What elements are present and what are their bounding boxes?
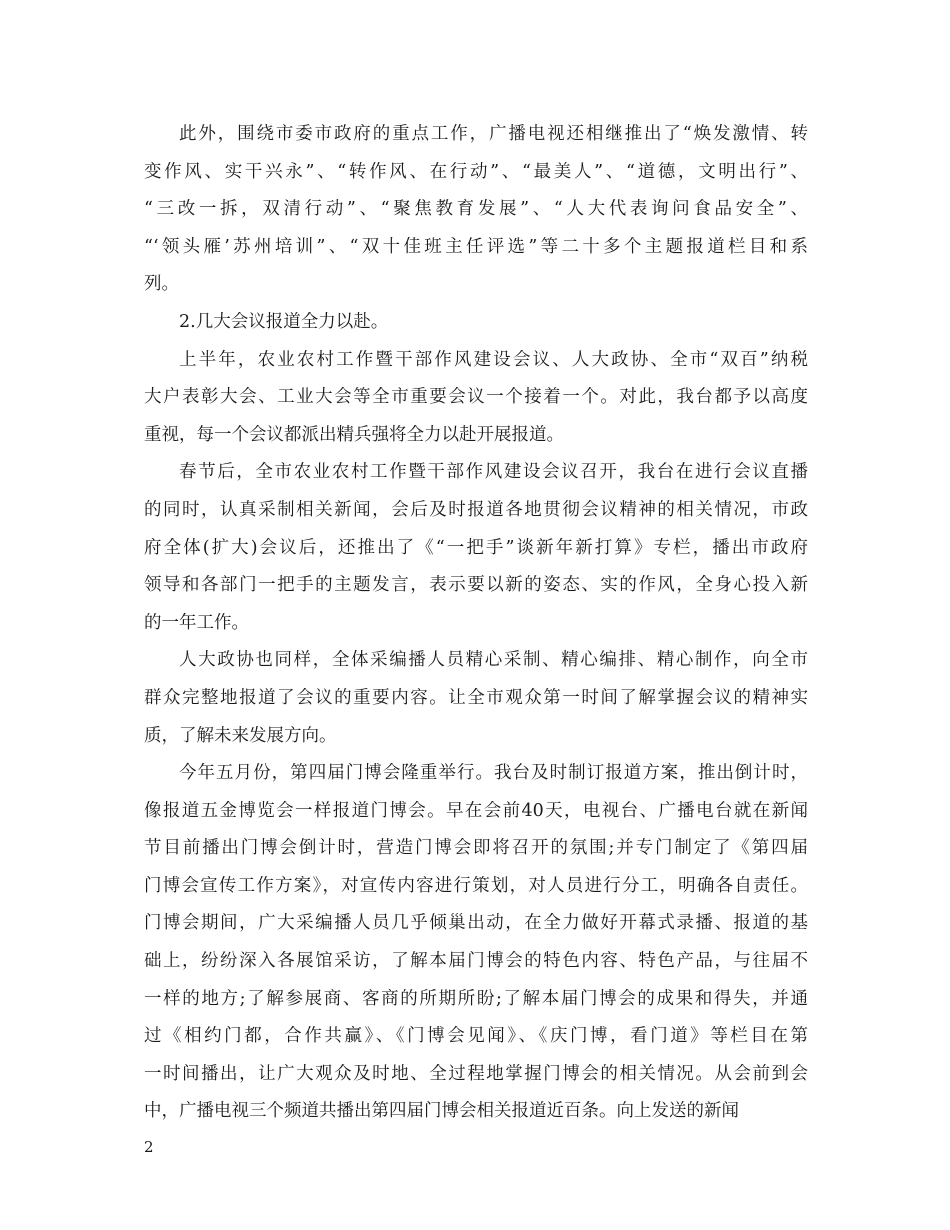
text-line: 领导和各部门一把手的主题发言，表示要以新的姿态、实的作风，全身心投入新 bbox=[144, 575, 808, 596]
text-line: 变作风、实干兴永”、“转作风、在行动”、“最美人”、“道德，文明出行”、 bbox=[144, 161, 808, 182]
text-line: 的一年工作。 bbox=[144, 612, 249, 633]
text-line: 上半年，农业农村工作暨干部作风建设会议、人大政协、全市“双百”纳税 bbox=[179, 349, 808, 370]
paragraph-spring-festival bbox=[144, 454, 808, 642]
paragraph-first-half-meetings bbox=[144, 342, 808, 455]
text-line: 今年五月份，第四届门博会隆重举行。我台及时制订报道方案，推出倒计时， bbox=[179, 763, 808, 784]
text-line: “‘领头雁’苏州培训”、“双十佳班主任评选”等二十多个主题报道栏目和系 bbox=[144, 236, 808, 257]
paragraph-npc-cppcc bbox=[144, 642, 808, 755]
text-line: 门博会期间，广大采编播人员几乎倾巢出动，在全力做好开幕式录播、报道的基 bbox=[144, 913, 808, 934]
paragraph-themed-columns bbox=[144, 116, 808, 304]
text-line: 的同时，认真采制相关新闻，会后及时报道各地贯彻会议精神的相关情况，市政 bbox=[144, 499, 808, 520]
text-line: 一样的地方;了解参展商、客商的所期所盼;了解本届门博会的成果和得失，并通 bbox=[144, 988, 808, 1009]
text-line: 重视，每一个会议都派出精兵强将全力以赴开展报道。 bbox=[144, 424, 564, 445]
text-line: 节目前播出门博会倒计时，营造门博会即将召开的氛围;并专门制定了《第四届 bbox=[144, 838, 808, 859]
text-line: 门博会宣传工作方案》，对宣传内容进行策划，对人员进行分工，明确各自责任。 bbox=[144, 875, 808, 896]
text-line: 春节后，全市农业农村工作暨干部作风建设会议召开，我台在进行会议直播 bbox=[179, 462, 808, 483]
text-line: 一时间播出，让广大观众及时地、全过程地掌握门博会的相关情况。从会前到会 bbox=[144, 1063, 808, 1084]
paragraph-door-expo bbox=[144, 755, 808, 1131]
text-line: 过《相约门都，合作共赢》、《门博会见闻》、《庆门博，看门道》等栏目在第 bbox=[144, 1026, 808, 1047]
text-line: 大户表彰大会、工业大会等全市重要会议一个接着一个。对此，我台都予以高度 bbox=[144, 387, 808, 408]
text-line: 像报道五金博览会一样报道门博会。早在会前40天，电视台、广播电台就在新闻 bbox=[144, 800, 808, 821]
text-line: “三改一拆，双清行动”、“聚焦教育发展”、“人大代表询问食品安全”、 bbox=[144, 199, 808, 220]
text-line: 人大政协也同样，全体采编播人员精心采制、精心编排、精心制作，向全市 bbox=[179, 650, 808, 671]
document-body bbox=[144, 116, 808, 1131]
text-line: 群众完整地报道了会议的重要内容。让全市观众第一时间了解掌握会议的精神实 bbox=[144, 687, 808, 708]
text-line: 质，了解未来发展方向。 bbox=[144, 725, 337, 746]
text-line: 府全体(扩大)会议后，还推出了《“一把手”谈新年新打算》专栏，播出市政府 bbox=[144, 537, 808, 558]
section-heading: 2.几大会议报道全力以赴。 bbox=[179, 311, 389, 332]
section-heading-meetings bbox=[144, 304, 808, 342]
text-line: 础上，纷纷深入各展馆采访，了解本届门博会的特色内容、特色产品，与往届不 bbox=[144, 951, 808, 972]
text-line: 中，广播电视三个频道共播出第四届门博会相关报道近百条。向上发送的新闻 bbox=[144, 1101, 739, 1122]
text-line: 此外，围绕市委市政府的重点工作，广播电视还相继推出了“焕发激情、转 bbox=[179, 124, 808, 144]
text-line: 列。 bbox=[144, 274, 179, 295]
page-number: 2 bbox=[144, 1138, 154, 1156]
